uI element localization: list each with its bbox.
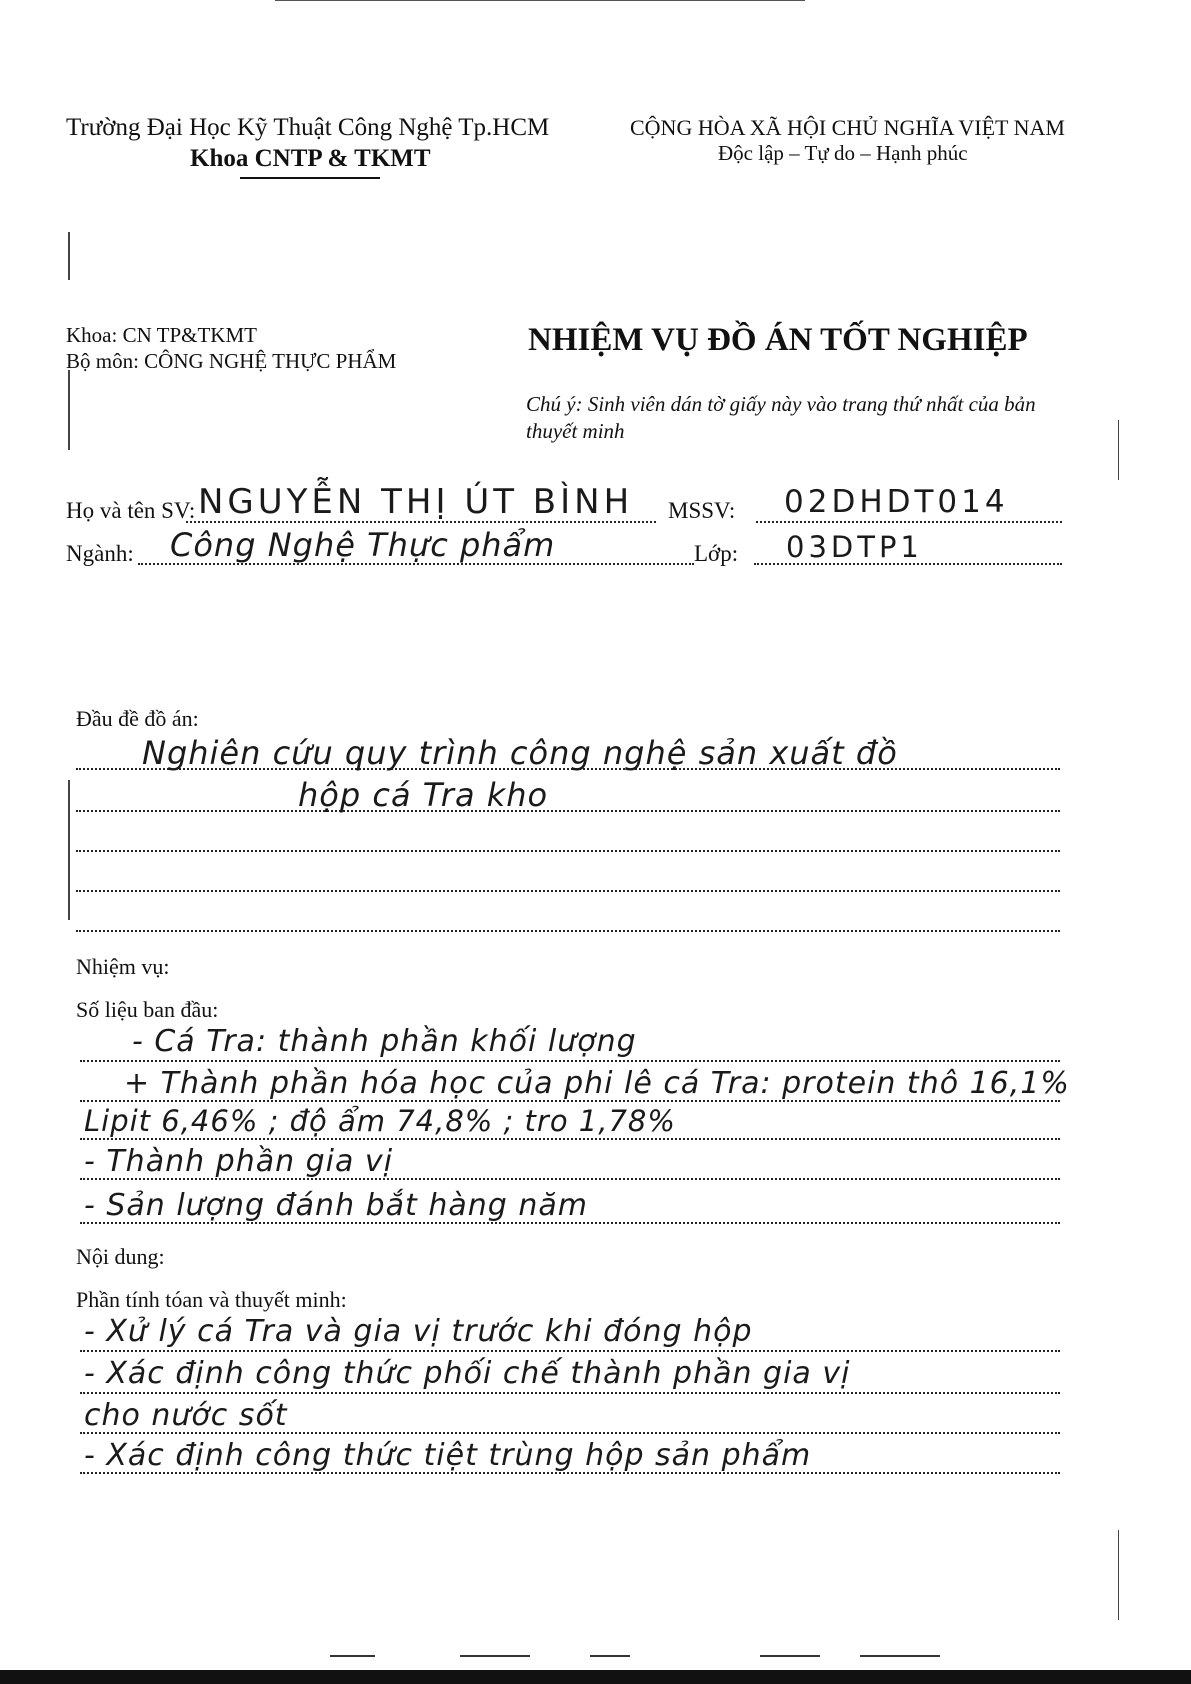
scan-bottom-mark — [590, 1655, 630, 1657]
instruction-note: Chú ý: Sinh viên dán tờ giấy này vào trang thứ nhất của bản thuyết minh — [526, 392, 1036, 443]
topic-label: Đầu đề đồ án: — [76, 706, 199, 731]
major-label: Ngành: — [66, 541, 134, 566]
content-line: - Xử lý cá Tra và gia vị trước khi đóng hộp — [84, 1314, 753, 1349]
country-name: CỘNG HÒA XÃ HỘI CHỦ NGHĨA VIỆT NAM — [630, 115, 1065, 140]
student-name-label: Họ và tên SV: — [66, 498, 196, 523]
content-line: cho nước sốt — [84, 1398, 288, 1433]
faculty-underline — [240, 177, 380, 179]
topic-dotline — [76, 810, 1060, 812]
national-motto: Độc lập – Tự do – Hạnh phúc — [718, 141, 968, 165]
faculty-line: Khoa: CN TP&TKMT — [66, 323, 257, 347]
scan-bottom-mark — [860, 1655, 940, 1657]
initial-data-label: Số liệu ban đầu: — [76, 997, 219, 1022]
blank-dotline — [76, 930, 1060, 932]
initial-data-dotline — [80, 1138, 1060, 1140]
topic-line: Nghiên cứu quy trình công nghệ sản xuất đồ — [142, 734, 898, 772]
tasks-label: Nhiệm vụ: — [76, 954, 170, 979]
scan-margin-mark — [68, 232, 70, 280]
blank-dotline — [76, 890, 1060, 892]
content-line: - Xác định công thức phối chế thành phần gia vị — [84, 1356, 851, 1391]
calculation-label: Phần tính tóan và thuyết minh: — [76, 1287, 347, 1312]
scan-top-edge-line — [275, 0, 805, 1]
content-label: Nội dung: — [76, 1244, 165, 1269]
blank-dotline — [76, 850, 1060, 852]
student-name-value: NGUYỄN THỊ ÚT BÌNH — [198, 482, 634, 522]
initial-data-line: - Sản lượng đánh bắt hàng năm — [84, 1188, 588, 1223]
initial-data-dotline — [80, 1060, 1060, 1062]
initial-data-line: + Thành phần hóa học của phi lê cá Tra: protein thô 16,1% — [124, 1066, 1070, 1101]
department-line: Bộ môn: CÔNG NGHỆ THỰC PHẨM — [66, 349, 397, 373]
class-label: Lớp: — [694, 541, 739, 566]
scan-bottom-mark — [330, 1655, 375, 1657]
major-value: Công Nghệ Thực phẩm — [170, 526, 556, 564]
scan-margin-mark — [1118, 1530, 1119, 1620]
scan-margin-mark — [68, 780, 70, 920]
mssv-dotline — [756, 521, 1062, 523]
scan-margin-mark — [1118, 420, 1119, 480]
content-line: - Xác định công thức tiệt trùng hộp sản phẩm — [84, 1438, 812, 1473]
school-name: Trường Đại Học Kỹ Thuật Công Nghệ Tp.HCM — [66, 114, 550, 141]
initial-data-line: - Thành phần gia vị — [84, 1144, 394, 1179]
initial-data-line: Lipit 6,46% ; độ ẩm 74,8% ; tro 1,78% — [84, 1104, 676, 1138]
topic-line: hộp cá Tra kho — [298, 776, 549, 814]
content-dotline — [80, 1392, 1060, 1394]
scan-bottom-mark — [760, 1655, 820, 1657]
content-dotline — [80, 1350, 1060, 1352]
faculty-name: Khoa CNTP & TKMT — [190, 145, 431, 172]
class-value: 03DTP1 — [786, 530, 923, 564]
initial-data-line: - Cá Tra: thành phần khối lượng — [132, 1024, 637, 1059]
mssv-value: 02DHDT014 — [784, 484, 1009, 520]
mssv-label: MSSV: — [668, 498, 736, 523]
scan-bottom-mark — [460, 1655, 530, 1657]
scan-bottom-edge — [0, 1670, 1191, 1684]
page-title: NHIỆM VỤ ĐỒ ÁN TỐT NGHIỆP — [528, 322, 1028, 358]
scan-margin-mark — [68, 370, 70, 450]
